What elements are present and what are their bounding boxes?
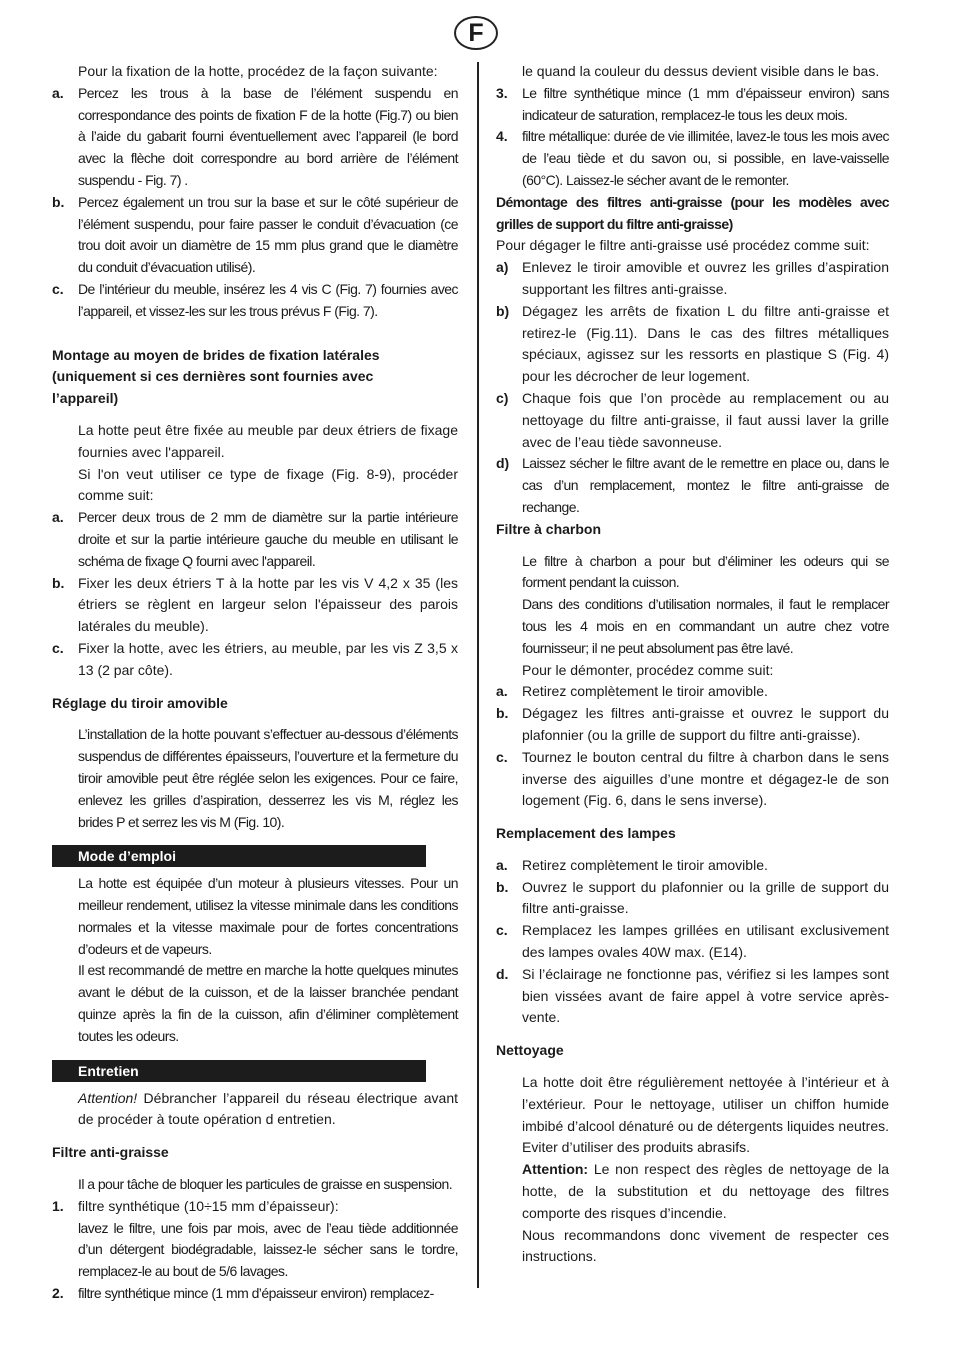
step-label: c. [496, 922, 508, 939]
step-label: b. [52, 193, 65, 210]
step-text: Tournez le bouton central du filtre à charbon dans le sens inverse des aiguilles d’une montre et dégagez-le de son logement (Fig. 6, dans le sens inverse). [522, 748, 889, 809]
item-label: 1. [52, 1197, 64, 1214]
brides-paragraph-2: Si l'on veut utiliser ce type de fixage (Fig. 8-9), procéder comme suit: [78, 465, 458, 504]
step-text: Ouvrez le support du plafonnier ou la grille de support du filtre anti-graisse. [522, 878, 889, 917]
item-label: 4. [496, 128, 508, 145]
language-badge-letter: F [468, 18, 484, 47]
step-label: d. [496, 965, 509, 982]
section-bar-entretien: Entretien [52, 1060, 426, 1082]
tiroir-paragraph: L’installation de la hotte pouvant s’effectuer au-dessous d’éléments suspendus de différentes épaisseurs, l’ouverture et la fermeture du tiroir amovible peut être réglée selon les exigences. Pour ce faire, enlevez les grilles d’aspiration, desserrez les vis M, réglez les brides P et serrez les vis M (Fig. 10). [78, 726, 458, 830]
step-text: Retirez complètement le tiroir amovible. [522, 856, 768, 873]
step-text: Remplacez les lampes grillées en utilisant exclusivement des lampes ovales 40W max. (E14). [522, 922, 889, 961]
item-text: filtre métallique: durée de vie illimitée, lavez-le tous les mois avec de l’eau tiède et du savon ou, si possible, en lave-vaisselle (60°C). Laissez-le sécher avant de le remonter. [522, 128, 889, 188]
step-label: a) [496, 259, 509, 276]
filtre-item-2 [52, 1283, 458, 1305]
step-text: Dégagez les arrêts de fixation L du filtre anti-graisse et retirez-le (Fig.11). Dans le cas des filtres métalliques spéciaux, agissez sur les ressorts en plastique S (Fig. 4) pour les décrocher de leur logement. [522, 302, 889, 385]
step-text: Chaque fois que l’on procède au remplacement ou au nettoyage du filtre anti-graisse, il faut aussi laver la grille avec de l’eau tiède savonneuse. [522, 389, 889, 450]
section-heading-demontage: Démontage des filtres anti-graisse (pour les modèles avec grilles de support du filtre anti-graisse) [496, 193, 889, 232]
brides-step-b [52, 573, 458, 638]
step-label: c. [496, 748, 508, 765]
section-heading-charbon: Filtre à charbon [496, 520, 602, 537]
section-heading-nettoyage: Nettoyage [496, 1042, 564, 1059]
step-label: b. [496, 878, 509, 895]
brides-step-a [52, 507, 458, 572]
lampes-step-a [496, 855, 889, 877]
lampes-step-b [496, 877, 889, 921]
step-label: a. [496, 683, 508, 700]
step-text: Enlevez le tiroir amovible et ouvrez les grilles d’aspiration supportant les filtres anti-graisse. [522, 259, 889, 297]
step-label: a. [52, 509, 64, 526]
item-text-line-2: lavez le filtre, une fois par mois, avec de l’eau tiède additionnée d’un détergent biodégradable, laissez-le sécher sans le tordre, remplacez-le au bout de 5/6 lavages. [78, 1219, 458, 1280]
nettoyage-paragraph-2 [496, 1159, 889, 1224]
mode-paragraph-1: La hotte est équipée d’un moteur à plusieurs vitesses. Pour un meilleur rendement, utilisez la vitesse minimale dans les conditions normales et la vitesse maximale pour de fortes concentrations d’odeurs et de vapeurs. [78, 875, 458, 957]
section-bar-mode-emploi: Mode d’emploi [52, 845, 426, 867]
step-label: a. [496, 856, 508, 873]
nettoyage-text: Le non respect des règles de nettoyage de la hotte, de la substitution et du nettoyage des filtres comporte des risques d’incendie. [522, 1161, 889, 1221]
step-text: Fixer les deux étriers T à la hotte par les vis V 4,2 x 35 (les étriers se règlent en largeur selon l'épaisseur des parois latérales du meuble). [78, 574, 458, 635]
filtre-item-2-continued: le quand la couleur du dessus devient visible dans le bas. [522, 63, 880, 79]
item-label: 3. [496, 84, 508, 101]
filtre-paragraph: Il a pour tâche de bloquer les particules de graisse en suspension. [78, 1176, 453, 1193]
language-badge [454, 16, 498, 50]
right-column [496, 61, 889, 1268]
item-label: 2. [52, 1285, 64, 1302]
item-body [78, 1196, 458, 1283]
charbon-paragraph-1: Le filtre à charbon a pour but d’éliminer les odeurs qui se forment pendant la cuisson. [522, 552, 889, 591]
brides-step-c [52, 638, 458, 682]
fixation-step-a [52, 83, 458, 192]
nettoyage-paragraph-3: Nous recommandons donc vivement de respecter ces instructions. [522, 1226, 889, 1265]
column-divider [477, 62, 479, 1288]
filtre-item-3 [496, 83, 889, 127]
entretien-text: Débrancher l’appareil du réseau électrique avant de procéder à toute opération d entretien. [78, 1089, 458, 1128]
fixation-intro: Pour la fixation de la hotte, procédez de la façon suivante: [78, 63, 438, 79]
demontage-paragraph: Pour dégager le filtre anti-graisse usé procédez comme suit: [496, 237, 870, 254]
step-label: d) [496, 455, 510, 472]
step-text: Retirez complètement le tiroir amovible. [522, 683, 768, 700]
step-text: Fixer la hotte, avec les étriers, au meuble, par les vis Z 3,5 x 13 (2 par côte). [78, 639, 458, 678]
step-label: c. [52, 280, 64, 297]
section-heading-filtre-anti-graisse: Filtre anti-graisse [52, 1144, 169, 1161]
brides-paragraph-1: La hotte peut être fixée au meuble par deux étriers de fixage fournies avec l'appareil. [78, 421, 458, 460]
item-text-line-1: filtre synthétique (10÷15 mm d’épaisseur): [78, 1197, 339, 1214]
step-text: Percer deux trous de 2 mm de diamètre sur la partie intérieure droite et sur la partie intérieure gauche du meuble en utilisant le schéma de fixage Q fourni avec l'appareil. [78, 509, 458, 569]
step-text: Dégagez les filtres anti-graisse et ouvrez le support du plafonnier (ou la grille de support du filtre anti-graisse). [522, 705, 889, 743]
lampes-step-d [496, 964, 889, 1029]
step-label: c. [52, 639, 64, 656]
left-column [52, 61, 458, 1305]
demontage-step-d [496, 453, 889, 518]
nettoyage-paragraph-1: La hotte doit être régulièrement nettoyée à l’intérieur et à l’extérieur. Pour le nettoyage, utiliser un chiffon humide imbibé d’alcool dénaturé ou de détergents liquides neutres. Eviter d’utiliser des produits abrasifs. [522, 1074, 889, 1156]
fixation-step-c [52, 279, 458, 323]
section-heading-brides: Montage au moyen de brides de fixation latérales (uniquement si ces dernières sont fournies avec l’appareil) [52, 346, 380, 407]
step-text: Percez les trous à la base de l’élément suspendu en correspondance des points de fixation F de la hotte (Fig.7) ou bien à l’aide du gabarit fourni éventuellement avec l’appareil (le bord avec la flèche doit correspondre au bord arrière de l’élément suspendu - Fig. 7) . [78, 84, 458, 188]
demontage-step-a [496, 257, 889, 301]
attention-label: Attention! [78, 1089, 138, 1106]
mode-paragraph-2: Il est recommandé de mettre en marche la hotte quelques minutes avant le début de la cuisson, et de la laisser branchée pendant quinze après la fin de la cuisson, afin d’éliminer complètement toutes les odeurs. [78, 962, 458, 1044]
step-label: b) [496, 302, 510, 319]
charbon-step-c [496, 747, 889, 812]
section-heading-tiroir: Réglage du tiroir amovible [52, 694, 228, 711]
section-heading-lampes: Remplacement des lampes [496, 825, 676, 842]
step-label: c) [496, 389, 509, 406]
step-text: De l’intérieur du meuble, insérez les 4 vis C (Fig. 7) fournies avec l’appareil, et vissez-les sur les trous prévus F (Fig. 7). [78, 280, 458, 319]
item-text: Le filtre synthétique mince (1 mm d’épaisseur environ) sans indicateur de saturation, remplacez-le tous les deux mois. [522, 84, 889, 123]
item-text: filtre synthétique mince (1 mm d’épaisseur environ) remplacez- [78, 1285, 434, 1302]
step-text: Si l’éclairage ne fonctionne pas, vérifiez si les lampes sont bien vissées avant de faire appel à votre service après-vente. [522, 965, 889, 1026]
entretien-paragraph [52, 1088, 458, 1132]
demontage-step-b [496, 301, 889, 388]
step-label: b. [52, 574, 65, 591]
step-text: Percez également un trou sur la base et sur le côté supérieur de l’élément suspendu, pour faire passer le conduit d’évacuation (ce trou doit avoir un diamètre de 15 mm plus grand que le diamètre du conduit d’évacuation utilisé). [78, 193, 458, 276]
lampes-step-c [496, 920, 889, 964]
fixation-step-b [52, 192, 458, 279]
demontage-step-c [496, 388, 889, 453]
charbon-paragraph-2: Dans des conditions d’utilisation normales, il faut le remplacer tous les 4 mois en en commandant un autre chez votre fournisseur; il ne peut absolument pas être lavé. [522, 596, 889, 656]
filtre-item-1 [52, 1196, 458, 1283]
attention-label: Attention: [522, 1161, 589, 1178]
step-label: b. [496, 705, 509, 722]
charbon-step-a [496, 681, 889, 703]
charbon-paragraph-3: Pour le démonter, procédez comme suit: [522, 661, 774, 678]
step-text: Laissez sécher le filtre avant de le remettre en place ou, dans le cas d’un remplacement, montez le filtre anti-graisse de rechange. [522, 455, 889, 515]
filtre-item-4 [496, 126, 889, 191]
step-label: a. [52, 84, 64, 101]
charbon-step-b [496, 703, 889, 747]
